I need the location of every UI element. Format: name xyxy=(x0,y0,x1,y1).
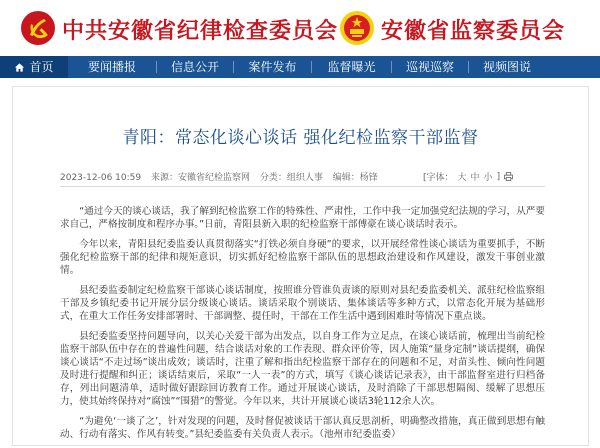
article-meta xyxy=(60,170,385,183)
article-date: 2023-12-06 10:59 xyxy=(60,173,142,183)
article-paragraph: 县纪委监委制定纪检监察干部谈心谈话制度，按照谁分管谁负责谈的原则对县纪委监委机关、派驻纪检监察组干部及乡镇纪委书记开展分层分级谈心谈话。谈话采取个别谈话、集体谈话等多种方式，以常态化开展为基础形式，在重大工作任务安排部署时、干部调整、提任时，干部在工作生活中遇到困难时等情况下重点谈。 xyxy=(60,285,545,322)
site-name-state[interactable]: 安徽省监察委员会 xyxy=(381,18,566,44)
national-emblem-icon[interactable] xyxy=(339,10,375,46)
nav-item-cases[interactable]: 案件发布 xyxy=(248,60,297,74)
font-size-small[interactable]: 小 xyxy=(483,173,493,183)
site-name-party[interactable]: 中共安徽省纪律检查委员会 xyxy=(62,18,339,44)
nav-item-home[interactable] xyxy=(0,56,68,78)
home-icon xyxy=(14,62,25,73)
font-size-medium[interactable]: 中 xyxy=(470,173,480,183)
article-title: 青阳：常态化谈心谈话 强化纪检监察干部监督 xyxy=(122,128,479,148)
print-icon[interactable] xyxy=(504,172,513,181)
article-source: 来源：安徽省纪检监察网 xyxy=(150,173,250,183)
nav-item-inspection[interactable]: 巡视巡察 xyxy=(405,60,454,74)
nav-item-exposure[interactable]: 监督曝光 xyxy=(327,60,376,74)
nav-item-news[interactable]: 要闻播报 xyxy=(87,60,136,74)
meta-divider xyxy=(60,186,545,187)
party-emblem-icon[interactable] xyxy=(20,10,56,46)
article-paragraph: 县纪委监委坚持问题导向，以关心关爱干部为出发点，以自身工作为立足点，在谈心谈话前，梳理出当前纪检监察干部队伍中存在的普遍性问题，结合谈话对象的工作表现、群众评价等，因人施策“量身定制”谈话提纲，确保谈心谈话“不走过场”谈出成效；谈话时，注重了解和指出纪检监察干部存在的问题和不足，对苗头性、倾向性问题及时进行提醒和纠正；谈话结束后，采取“一人一表”的方式，填写《谈心谈话记录表》，由干部监督室进行归档备存，列出问题清单，适时做好跟踪回访教育工作。通过开展谈心谈话，及时消除了干部思想隔阂、缓解了思想压力，使其始终保持对“腐蚀”“围猎”的警觉。今年以来，共计开展谈心谈话3轮112余人次。 xyxy=(60,331,545,407)
font-size-tools xyxy=(423,170,513,183)
article-category: 分类：组织人事 xyxy=(259,173,323,183)
article-paragraph: “通过今天的谈心谈话，我了解到纪检监察工作的特殊性、严肃性，工作中我一定加强党纪法规的学习，从严要求自己，严格按制度和程序办事。”日前，青阳县新入职的纪检监察干部傅豪在谈心谈话时表示。 xyxy=(60,206,545,230)
nav-item-label: 首页 xyxy=(29,60,54,74)
article-paragraph: “为避免‘一谈了之’，针对发现的问题，及时督促被谈话干部认真反思剖析，明确整改措施，真正做到思想有触动、行动有落实、作风有转变。”县纪委监委有关负责人表示。（池州市纪委监委） xyxy=(60,416,545,440)
nav-item-video[interactable]: 视频图说 xyxy=(482,60,531,74)
site-header xyxy=(0,0,600,56)
article-editor: 编辑：杨锋 xyxy=(332,173,378,183)
article-body xyxy=(60,205,545,448)
article-paragraph: 今年以来，青阳县纪委监委认真贯彻落实“打铁必须自身硬”的要求，以开展经常性谈心谈话为重要抓手，不断强化纪检监察干部的纪律和规矩意识，切实抓好纪检监察干部队伍的思想政治建设和作风建设，激发干事创业激情。 xyxy=(60,239,545,276)
nav-item-info[interactable]: 信息公开 xyxy=(170,60,219,74)
font-size-close: ] xyxy=(496,171,501,182)
font-size-large[interactable]: 大 xyxy=(457,173,467,183)
font-size-label: [字体： xyxy=(423,173,454,183)
main-nav xyxy=(0,56,600,78)
article-card xyxy=(12,86,589,446)
